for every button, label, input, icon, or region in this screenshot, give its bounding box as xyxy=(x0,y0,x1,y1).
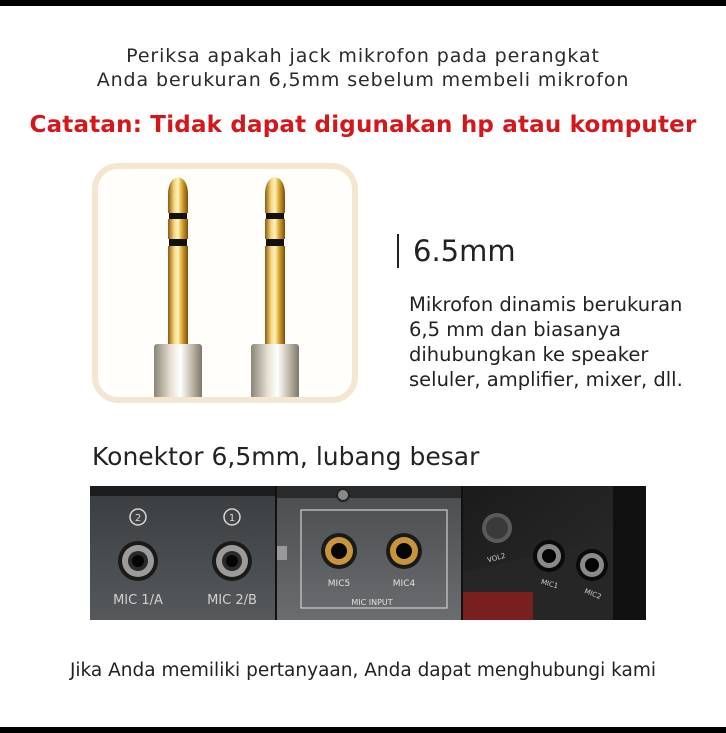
connector-panel-1 xyxy=(90,486,275,620)
intro-text xyxy=(0,44,726,92)
desc-line-1: Mikrofon dinamis berukuran xyxy=(409,293,683,316)
jack-photo-frame xyxy=(92,163,358,403)
warning-note: Catatan: Tidak dapat digunakan hp atau komputer xyxy=(29,112,697,138)
jack-plug-left xyxy=(154,177,202,397)
mic-jack-2 xyxy=(576,549,608,581)
panel-2-label-a: MIC5 xyxy=(327,579,351,589)
panel-1-mark-b: 1 xyxy=(228,513,236,524)
panel-3-label-a: MIC1 xyxy=(540,577,559,591)
panel-3-image xyxy=(463,486,646,620)
intro-line-2: Anda berukuran 6,5mm sebelum membeli mikrofon xyxy=(96,69,630,91)
intro-line-1: Periksa apakah jack mikrofon pada perangkat xyxy=(126,45,600,67)
panel-2-image xyxy=(277,486,461,620)
panel-2-caption: MIC INPUT xyxy=(351,598,393,607)
bottom-border xyxy=(0,727,726,733)
top-border xyxy=(0,0,726,6)
connector-photos xyxy=(90,486,646,620)
mic-jack-5 xyxy=(321,533,357,569)
jack-description xyxy=(409,292,709,392)
connector-panel-3 xyxy=(463,486,646,620)
jack-plugs-image xyxy=(98,169,352,397)
mic-jack-4 xyxy=(386,533,422,569)
jack-plug-right xyxy=(251,177,299,397)
mic-jack-1 xyxy=(533,540,565,572)
connector-panel-2 xyxy=(277,486,461,620)
desc-line-2: 6,5 mm dan biasanya xyxy=(409,318,621,341)
panel-1-label-a: MIC 1/A xyxy=(113,593,163,608)
desc-line-3: dihubungkan ke speaker xyxy=(409,343,649,366)
jack-size-label: 6.5mm xyxy=(397,234,516,268)
panel-1-mark-a: 2 xyxy=(134,513,142,524)
connector-title: Konektor 6,5mm, lubang besar xyxy=(92,442,480,471)
panel-2-label-b: MIC4 xyxy=(392,579,416,589)
contact-footer: Jika Anda memiliki pertanyaan, Anda dapat menghubungi kami xyxy=(69,660,657,681)
mic-jack-b xyxy=(212,541,252,581)
desc-line-4: seluler, amplifier, mixer, dll. xyxy=(409,368,683,391)
panel-3-label-b: MIC2 xyxy=(583,587,603,602)
panel-1-label-b: MIC 2/B xyxy=(207,593,257,608)
panel-3-label-vol: VOL2 xyxy=(486,551,507,565)
volume-knob xyxy=(482,513,512,543)
panel-1-image xyxy=(90,486,275,620)
mic-jack-a xyxy=(118,541,158,581)
